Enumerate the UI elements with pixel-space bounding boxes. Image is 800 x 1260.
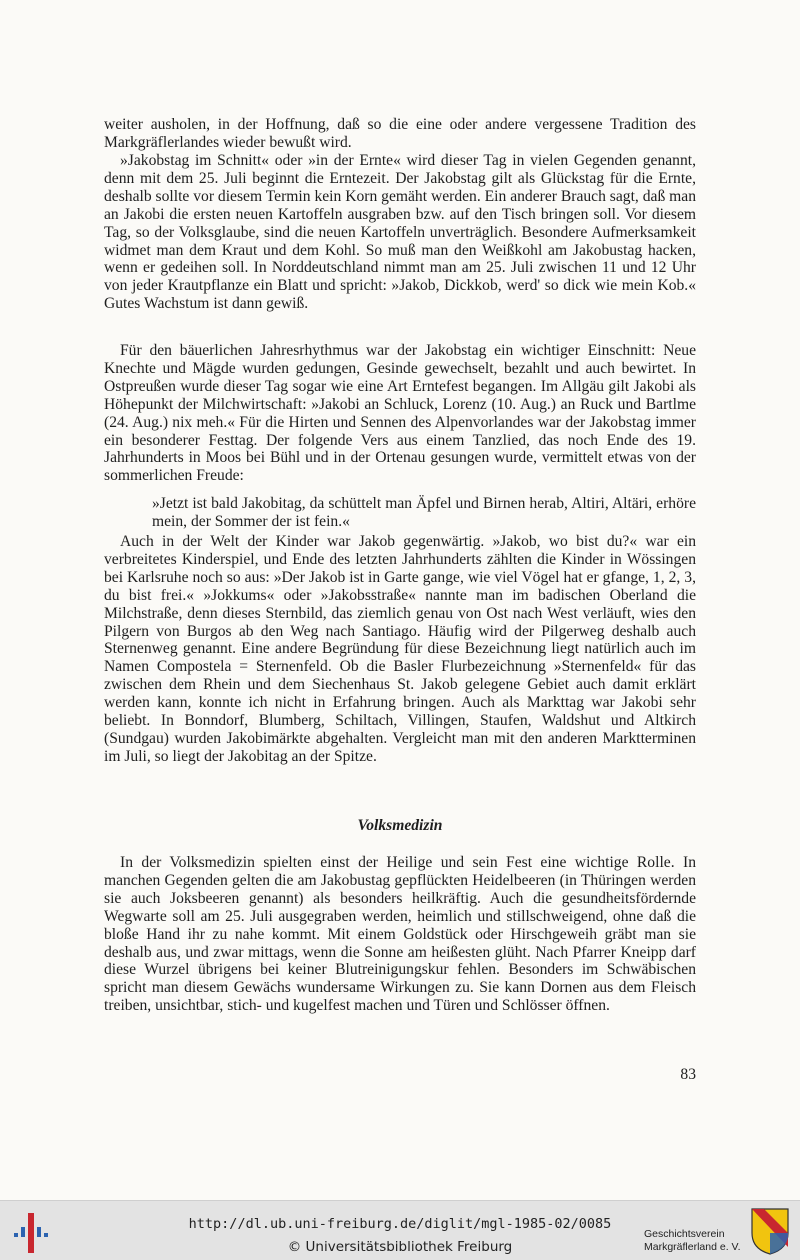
- verse-quote: »Jetzt ist bald Jakobitag, da schüttelt man Äpfel und Birnen herab, Altiri, Altäri, erhöre mein, der Sommer der ist fein.«: [152, 495, 696, 530]
- society-line-2: Markgräflerland e. V.: [644, 1241, 741, 1253]
- paragraph-jakobstag-ernte: »Jakobstag im Schnitt« oder »in der Ernte« wird dieser Tag in vielen Gegenden genannt, denn mit dem 25. Juli beginnt die Erntezeit. Der Jakobstag gilt als Glückstag für die Ernte, deshalb sollte vor diesem Termin kein Korn gemäht werden. Ein anderer Brauch sagt, daß man an Jakobi die ersten neuen Kartoffeln ausgraben bzw. auf den Tisch bringen soll. Vor diesem Tag, so der Volksglaube, sind die neuen Kartoffeln unverträglich. Besondere Aufmerksamkeit widmet man dem Kraut und dem Kohl. So muß man den Weißkohl am Jakobustag hacken, wenn er gedeihen soll. In Norddeutschland nimmt man am 25. Juli zwischen 11 und 12 Uhr von jeder Krautpflanze ein Blatt und spricht: »Jakob, Dickkob, werd' so dick wie mein Kob.« Gutes Wachstum ist dann gewiß.: [104, 152, 696, 313]
- page-number: 83: [680, 1066, 696, 1083]
- society-name: [644, 1228, 741, 1254]
- section-heading: Volksmedizin: [357, 817, 443, 834]
- paragraph-continuation: weiter ausholen, in der Hoffnung, daß so die eine oder andere vergessene Tradition des Markgräflerlandes wieder bewußt wird.: [104, 116, 696, 151]
- library-logo-icon: [14, 1213, 50, 1253]
- document-url-link[interactable]: http://dl.ub.uni-freiburg.de/diglit/mgl-1985-02/0085: [188, 1216, 612, 1232]
- paragraph-jahresrhythmus: Für den bäuerlichen Jahresrhythmus war der Jakobstag ein wichtiger Einschnitt: Neue Knechte und Mägde wurden gedungen, Gesinde gewechselt, bezahlt und auch bewirtet. In Ostpreußen wurde dieser Tag sogar wie eine Art Erntefest begangen. Im Allgäu gilt Jakobi als Höhepunkt der Milchwirtschaft: »Jakobi an Schluck, Lorenz (10. Aug.) an Ruck und Bartlme (24. Aug.) nix meh.« Für die Hirten und Sennen des Alpenvorlandes war der Jakobstag immer ein besonderer Festtag. Der folgende Vers aus einem Tanzlied, das noch Ende des 19. Jahrhunderts in Moos bei Bühl und in der Ortenau gesungen wurde, vermittelt etwas von der sommerlichen Freude:: [104, 342, 696, 485]
- copyright-text: © Universitätsbibliothek Freiburg: [287, 1239, 513, 1255]
- society-line-1: Geschichtsverein: [644, 1228, 725, 1240]
- paragraph-volksmedizin: In der Volksmedizin spielten einst der Heilige und sein Fest eine wichtige Rolle. In manchen Gegenden gelten die am Jakobustag gepflückten Heidelbeeren (in Thüringen werden sie auch Joksbeeren genannt) als besonders heilkräftig. Auch die gesundheitsfördernde Wegwarte soll am 25. Juli ausgegraben werden, heimlich und stillschweigend, ohne daß die bloße Hand ihr zu nahe kommt. Mit einem Goldstück oder Hirschgeweih gräbt man sie deshalb aus, und zwar mittags, wenn die Sonne am heißesten glüht. Nach Pfarrer Kneipp darf diese Wurzel übrigens bei keiner Blutreinigungskur fehlen. Besonders im Schwäbischen spricht man diesem Gewächs wundersame Wirkungen zu. Sie kann Dornen aus dem Fleisch treiben, unsichtbar, stich- und kugelfest machen und Türen und Schlösser öffnen.: [104, 854, 696, 1015]
- coat-of-arms-icon: [750, 1207, 790, 1255]
- footer-bar: [0, 1200, 800, 1260]
- paragraph-kinder: Auch in der Welt der Kinder war Jakob gegenwärtig. »Jakob, wo bist du?« war ein verbreitetes Kinderspiel, und Ende des letzten Jahrhunderts zählten die Kinder in Wössingen bei Karlsruhe noch so aus: »Der Jakob ist in Garte gange, wie viel Vögel hat er gfange, 1, 2, 3, du bist frei.« »Jokkums« oder »Jakobsstraße« nannte man im badischen Oberland die Milchstraße, denn dieses Sternbild, das ziemlich genau von Ost nach West verläuft, wies den Pilgern von Burgos ab den Weg nach Santiago. Häufig wird der Pilgerweg deshalb auch Sternenweg genannt. Eine andere Begründung für diese Bezeichnung liegt natürlich auch im Namen Compostela = Sternenfeld. Ob die Basler Flurbezeichnung »Sternenfeld« für das zwischen dem Rhein und dem Siechenhaus St. Jakob gelegene Gebiet auch damit erklärt werden kann, konnte ich nicht in Erfahrung bringen. Auch als Markttag war Jakobi sehr beliebt. In Bonndorf, Blumberg, Schiltach, Villingen, Staufen, Waldshut und Altkirch (Sundgau) wurden Jakobimärkte abgehalten. Vergleicht man mit den anderen Marktterminen im Juli, so liegt der Jakobitag an der Spitze.: [104, 533, 696, 765]
